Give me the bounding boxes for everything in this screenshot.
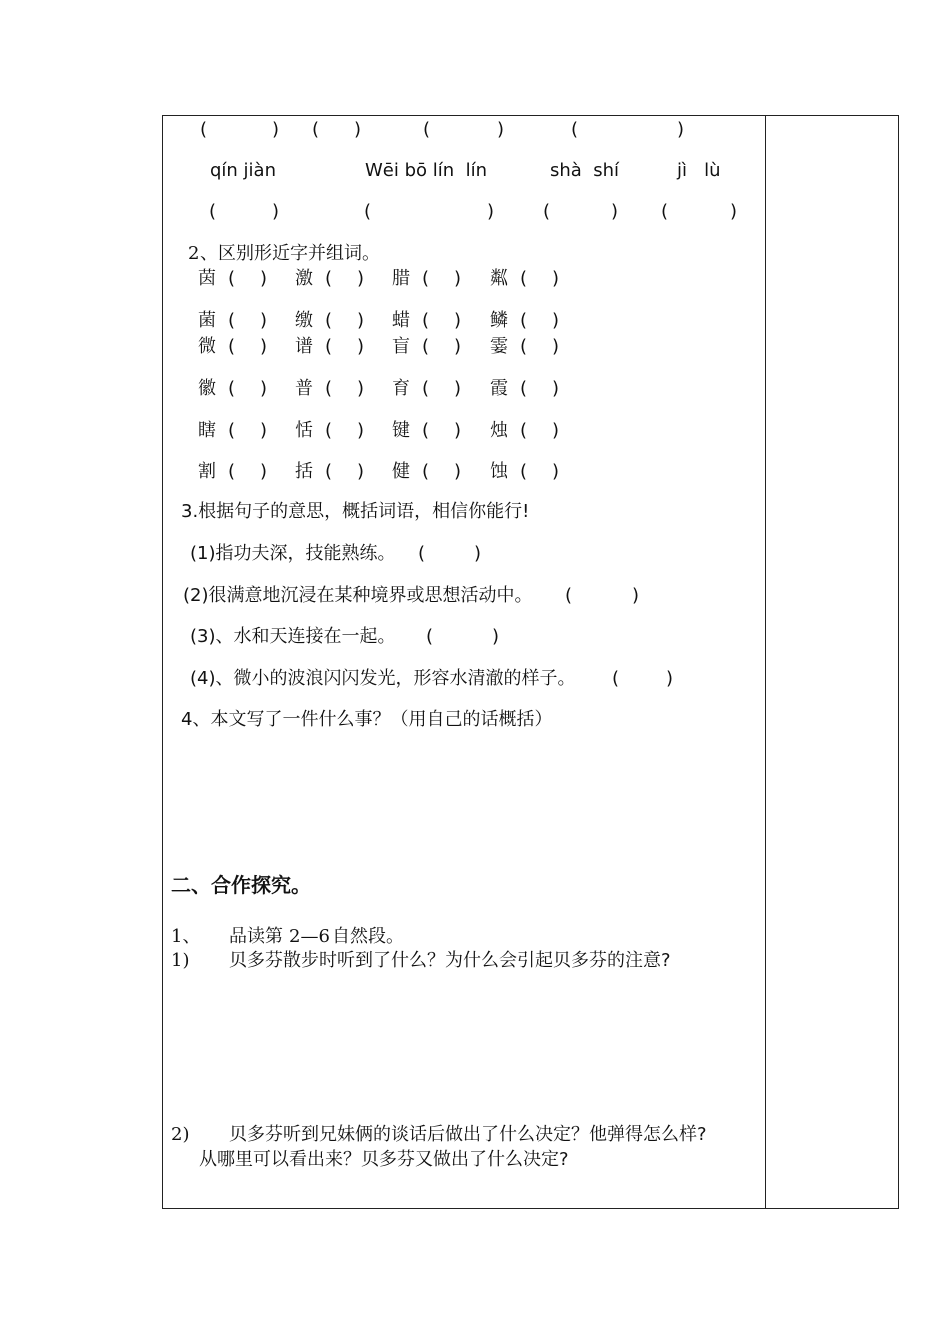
char-item: 茵 <box>198 268 216 289</box>
answer-close: ) <box>492 626 500 647</box>
pinyin-1: qín jiàn <box>210 160 276 181</box>
char-item: 恬 <box>295 420 313 441</box>
item1-text: 品读第 <box>229 926 283 947</box>
char-blank-close: ) <box>357 336 365 357</box>
char-item: 谱 <box>295 336 313 357</box>
char-blank-open: ( <box>325 310 333 331</box>
char-blank-open: ( <box>228 336 236 357</box>
char-blank-close: ) <box>454 310 462 331</box>
part2-heading: 二、合作探究。 <box>171 873 311 897</box>
item1-range: 2—6 <box>289 926 330 947</box>
blank-close: ) <box>677 119 685 140</box>
char-blank-open: ( <box>520 461 528 482</box>
char-item: 霎 <box>490 336 508 357</box>
char-blank-close: ) <box>552 310 560 331</box>
blank-open: ( <box>423 119 431 140</box>
char-blank-close: ) <box>552 420 560 441</box>
char-blank-close: ) <box>260 461 268 482</box>
answer-close: ) <box>632 585 640 606</box>
pinyin-4: jì lù <box>677 160 721 181</box>
question-4: (4)、微小的波浪闪闪发光，形容水清澈的样子。 <box>190 668 576 689</box>
section2-number: 2 <box>188 243 200 264</box>
char-blank-close: ) <box>454 461 462 482</box>
blank-close: ) <box>497 119 505 140</box>
char-item: 普 <box>295 378 313 399</box>
blank-open: ( <box>209 201 217 222</box>
blank-open: ( <box>200 119 208 140</box>
char-blank-close: ) <box>552 461 560 482</box>
char-item: 盲 <box>392 336 410 357</box>
char-blank-open: ( <box>325 378 333 399</box>
char-blank-close: ) <box>357 420 365 441</box>
blank-close: ) <box>354 119 362 140</box>
char-item: 健 <box>392 461 410 482</box>
char-item: 徽 <box>198 378 216 399</box>
char-blank-close: ) <box>552 336 560 357</box>
pinyin-2: Wēi bō lín lín <box>365 160 488 181</box>
blank-close: ) <box>487 201 495 222</box>
blank-open: ( <box>571 119 579 140</box>
char-blank-open: ( <box>422 310 430 331</box>
char-item: 割 <box>198 461 216 482</box>
item1-number: 1、 <box>171 926 201 947</box>
section2-title: 、区别形近字并组词。 <box>200 243 380 264</box>
char-blank-close: ) <box>357 268 365 289</box>
char-blank-close: ) <box>260 378 268 399</box>
char-item: 育 <box>392 378 410 399</box>
char-blank-close: ) <box>357 310 365 331</box>
char-blank-close: ) <box>357 461 365 482</box>
blank-close: ) <box>272 119 280 140</box>
column-divider <box>765 115 766 1209</box>
char-item: 键 <box>392 420 410 441</box>
blank-open: ( <box>661 201 669 222</box>
char-item: 烛 <box>490 420 508 441</box>
char-blank-close: ) <box>260 268 268 289</box>
char-blank-open: ( <box>325 336 333 357</box>
char-blank-open: ( <box>520 336 528 357</box>
sub2-question-line1: 贝多芬听到兄妹俩的谈话后做出了什么决定？他弹得怎么样? <box>229 1124 707 1145</box>
blank-close: ) <box>272 201 280 222</box>
question-2: (2)很满意地沉浸在某种境界或思想活动中。 <box>183 585 533 606</box>
char-blank-close: ) <box>454 378 462 399</box>
char-item: 激 <box>295 268 313 289</box>
char-blank-close: ) <box>454 336 462 357</box>
answer-close: ) <box>666 668 674 689</box>
char-blank-open: ( <box>228 420 236 441</box>
char-item: 瞎 <box>198 420 216 441</box>
char-blank-close: ) <box>454 268 462 289</box>
section4-question: 4、本文写了一件什么事？（用自己的话概括） <box>181 709 553 730</box>
worksheet-table <box>162 115 899 1209</box>
char-item: 蚀 <box>490 461 508 482</box>
char-item: 霞 <box>490 378 508 399</box>
char-item: 括 <box>295 461 313 482</box>
blank-open: ( <box>364 201 372 222</box>
answer-open: ( <box>565 585 573 606</box>
question-1: (1)指功夫深，技能熟练。 <box>190 543 396 564</box>
sub1-question: 贝多芬散步时听到了什么？为什么会引起贝多芬的注意? <box>229 950 671 971</box>
blank-open: ( <box>312 119 320 140</box>
char-blank-close: ) <box>552 268 560 289</box>
char-blank-open: ( <box>228 378 236 399</box>
char-blank-open: ( <box>228 310 236 331</box>
char-item: 腊 <box>392 268 410 289</box>
char-blank-open: ( <box>520 268 528 289</box>
sub2-question-line2: 从哪里可以看出来？贝多芬又做出了什么决定? <box>199 1149 569 1170</box>
char-blank-open: ( <box>422 420 430 441</box>
char-blank-close: ) <box>552 378 560 399</box>
sub2-number: 2) <box>171 1124 190 1145</box>
char-blank-close: ) <box>260 420 268 441</box>
char-blank-close: ) <box>260 310 268 331</box>
question-3: (3)、水和天连接在一起。 <box>190 626 396 647</box>
char-blank-open: ( <box>228 461 236 482</box>
char-item: 鳞 <box>490 310 508 331</box>
blank-close: ) <box>611 201 619 222</box>
char-blank-open: ( <box>520 420 528 441</box>
char-blank-open: ( <box>325 268 333 289</box>
char-blank-open: ( <box>422 461 430 482</box>
char-blank-open: ( <box>520 310 528 331</box>
answer-open: ( <box>418 543 426 564</box>
char-item: 蜡 <box>392 310 410 331</box>
answer-open: ( <box>426 626 434 647</box>
char-blank-open: ( <box>422 268 430 289</box>
section3-title: 3.根据句子的意思，概括词语，相信你能行! <box>181 501 530 522</box>
char-blank-close: ) <box>357 378 365 399</box>
char-blank-open: ( <box>422 336 430 357</box>
pinyin-3: shà shí <box>550 160 620 181</box>
answer-open: ( <box>612 668 620 689</box>
sub1-number: 1) <box>171 950 190 971</box>
char-item: 缴 <box>295 310 313 331</box>
char-blank-open: ( <box>422 378 430 399</box>
item1-tail: 自然段。 <box>332 926 404 947</box>
char-item: 菌 <box>198 310 216 331</box>
blank-open: ( <box>543 201 551 222</box>
blank-close: ) <box>730 201 738 222</box>
char-blank-open: ( <box>520 378 528 399</box>
char-item: 粼 <box>490 268 508 289</box>
char-item: 微 <box>198 336 216 357</box>
char-blank-close: ) <box>454 420 462 441</box>
char-blank-close: ) <box>260 336 268 357</box>
char-blank-open: ( <box>228 268 236 289</box>
char-blank-open: ( <box>325 420 333 441</box>
char-blank-open: ( <box>325 461 333 482</box>
answer-close: ) <box>474 543 482 564</box>
